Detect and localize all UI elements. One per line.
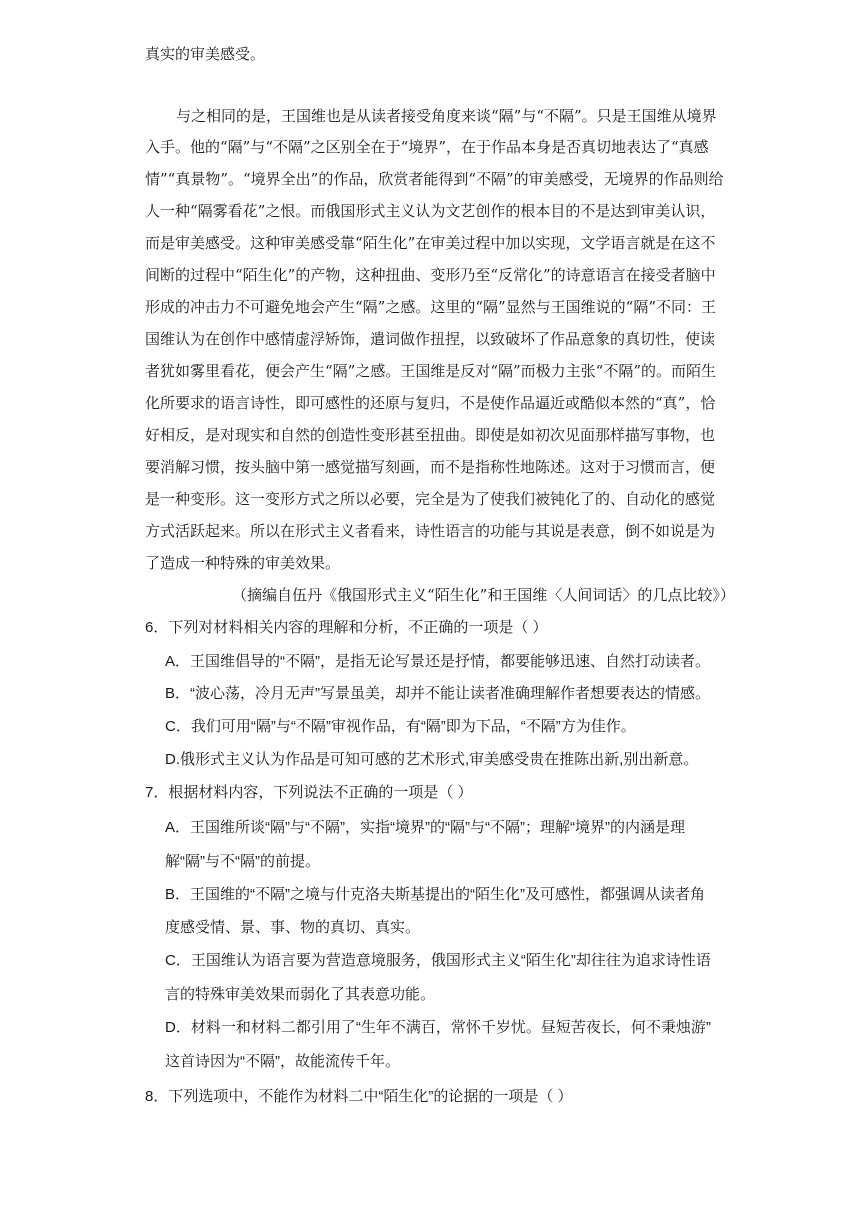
passage-line: 间断的过程中“陌生化”的产物，这种扭曲、变形乃至“反常化”的诗意语言在接受者脑中 [145, 266, 716, 284]
question-8-stem: 8．下列选项中，不能作为材料二中“陌生化”的论据的一项是（ ） [145, 1088, 573, 1105]
passage-line: 是一种变形。这一变形方式之所以必要，完全是为了使我们被钝化了的、自动化的感觉 [145, 490, 716, 508]
passage-line: 要消解习惯，按头脑中第一感觉描写刻画，而不是指称性地陈述。这对于习惯而言，便 [145, 458, 716, 476]
source-citation: （摘编自伍丹《俄国形式主义“陌生化”和王国维〈人间词话〉的几点比较》） [232, 586, 735, 604]
question-6-option-a: A．王国维倡导的“不隔”，是指无论写景还是抒情，都要能够迅速、自然打动读者。 [165, 653, 710, 670]
passage-line: 入手。他的“隔”与“不隔”之区别全在于“境界”，在于作品本身是否真切地表达了“真感 [145, 138, 709, 156]
passage-line: 人一种“隔雾看花”之恨。而俄国形式主义认为文艺创作的根本目的不是达到审美认识， [145, 202, 716, 220]
question-7-option-c: C．王国维认为语言要为营造意境服务，俄国形式主义“陌生化”却往往为追求诗性语 [165, 952, 711, 969]
question-7-stem: 7．根据材料内容，下列说法不正确的一项是（ ） [145, 784, 473, 801]
question-7-option-c-cont: 言的特殊审美效果而弱化了其表意功能。 [165, 986, 436, 1003]
question-7-option-b-cont: 度感受情、景、事、物的真切、真实。 [165, 919, 421, 936]
passage-line: 真实的审美感受。 [145, 45, 266, 63]
passage-line: 而是审美感受。这种审美感受靠“陌生化”在审美过程中加以实现，文学语言就是在这不 [145, 234, 716, 252]
question-6-option-d: D.俄形式主义认为作品是可知可感的艺术形式,审美感受贵在推陈出新,别出新意。 [165, 751, 699, 768]
passage-line: 好相反，是对现实和自然的创造性变形甚至扭曲。即使是如初次见面那样描写事物，也 [145, 426, 716, 444]
question-6-option-b: B．“波心荡，冷月无声”写景虽美，却并不能让读者准确理解作者想要表达的情感。 [165, 685, 710, 702]
question-7-option-a-cont: 解“隔”与不“隔”的前提。 [165, 853, 320, 870]
question-6-option-c: C．我们可用“隔”与“不隔”审视作品，有“隔”即为下品，“不隔”方为佳作。 [165, 718, 636, 735]
passage-line: 形成的冲击力不可避免地会产生“隔”之感。这里的“隔”显然与王国维说的“隔”不同：王 [145, 298, 717, 316]
passage-line: 了造成一种特殊的审美效果。 [145, 554, 341, 572]
question-7-option-a: A．王国维所谈“隔”与“不隔”，实指“境界”的“隔”与“不隔”；理解“境界”的内涵是理 [165, 819, 685, 836]
passage-line: 与之相同的是，王国维也是从读者接受角度来谈“隔”与“不隔”。只是王国维从境界 [176, 107, 717, 125]
question-7-option-d-cont: 这首诗因为“不隔”，故能流传千年。 [165, 1053, 400, 1070]
passage-line: 国维认为在创作中感情虚浮矫饰，遣词做作扭捏，以致破坏了作品意象的真切性，使读 [145, 330, 716, 348]
question-7-option-d: D．材料一和材料二都引用了“生年不满百，常怀千岁忧。昼短苦夜长，何不秉烛游” [165, 1019, 711, 1036]
question-7-option-b: B．王国维的“不隔”之境与什克洛夫斯基提出的“陌生化”及可感性，都强调从读者角 [165, 886, 705, 903]
passage-line: 化所要求的语言诗性，即可感性的还原与复归，不是使作品逼近或酷似本然的“真”，恰 [145, 394, 716, 412]
question-6-stem: 6．下列对材料相关内容的理解和分析，不正确的一项是（ ） [145, 619, 548, 636]
passage-line: 方式活跃起来。所以在形式主义者看来，诗性语言的功能与其说是表意，倒不如说是为 [145, 522, 716, 540]
passage-line: 者犹如雾里看花，便会产生“隔”之感。王国维是反对“隔”而极力主张“不隔”的。而陌生 [145, 362, 717, 380]
passage-line: 情”“真景物”。“境界全出”的作品，欣赏者能得到“不隔”的审美感受，无境界的作品则给 [145, 170, 724, 188]
